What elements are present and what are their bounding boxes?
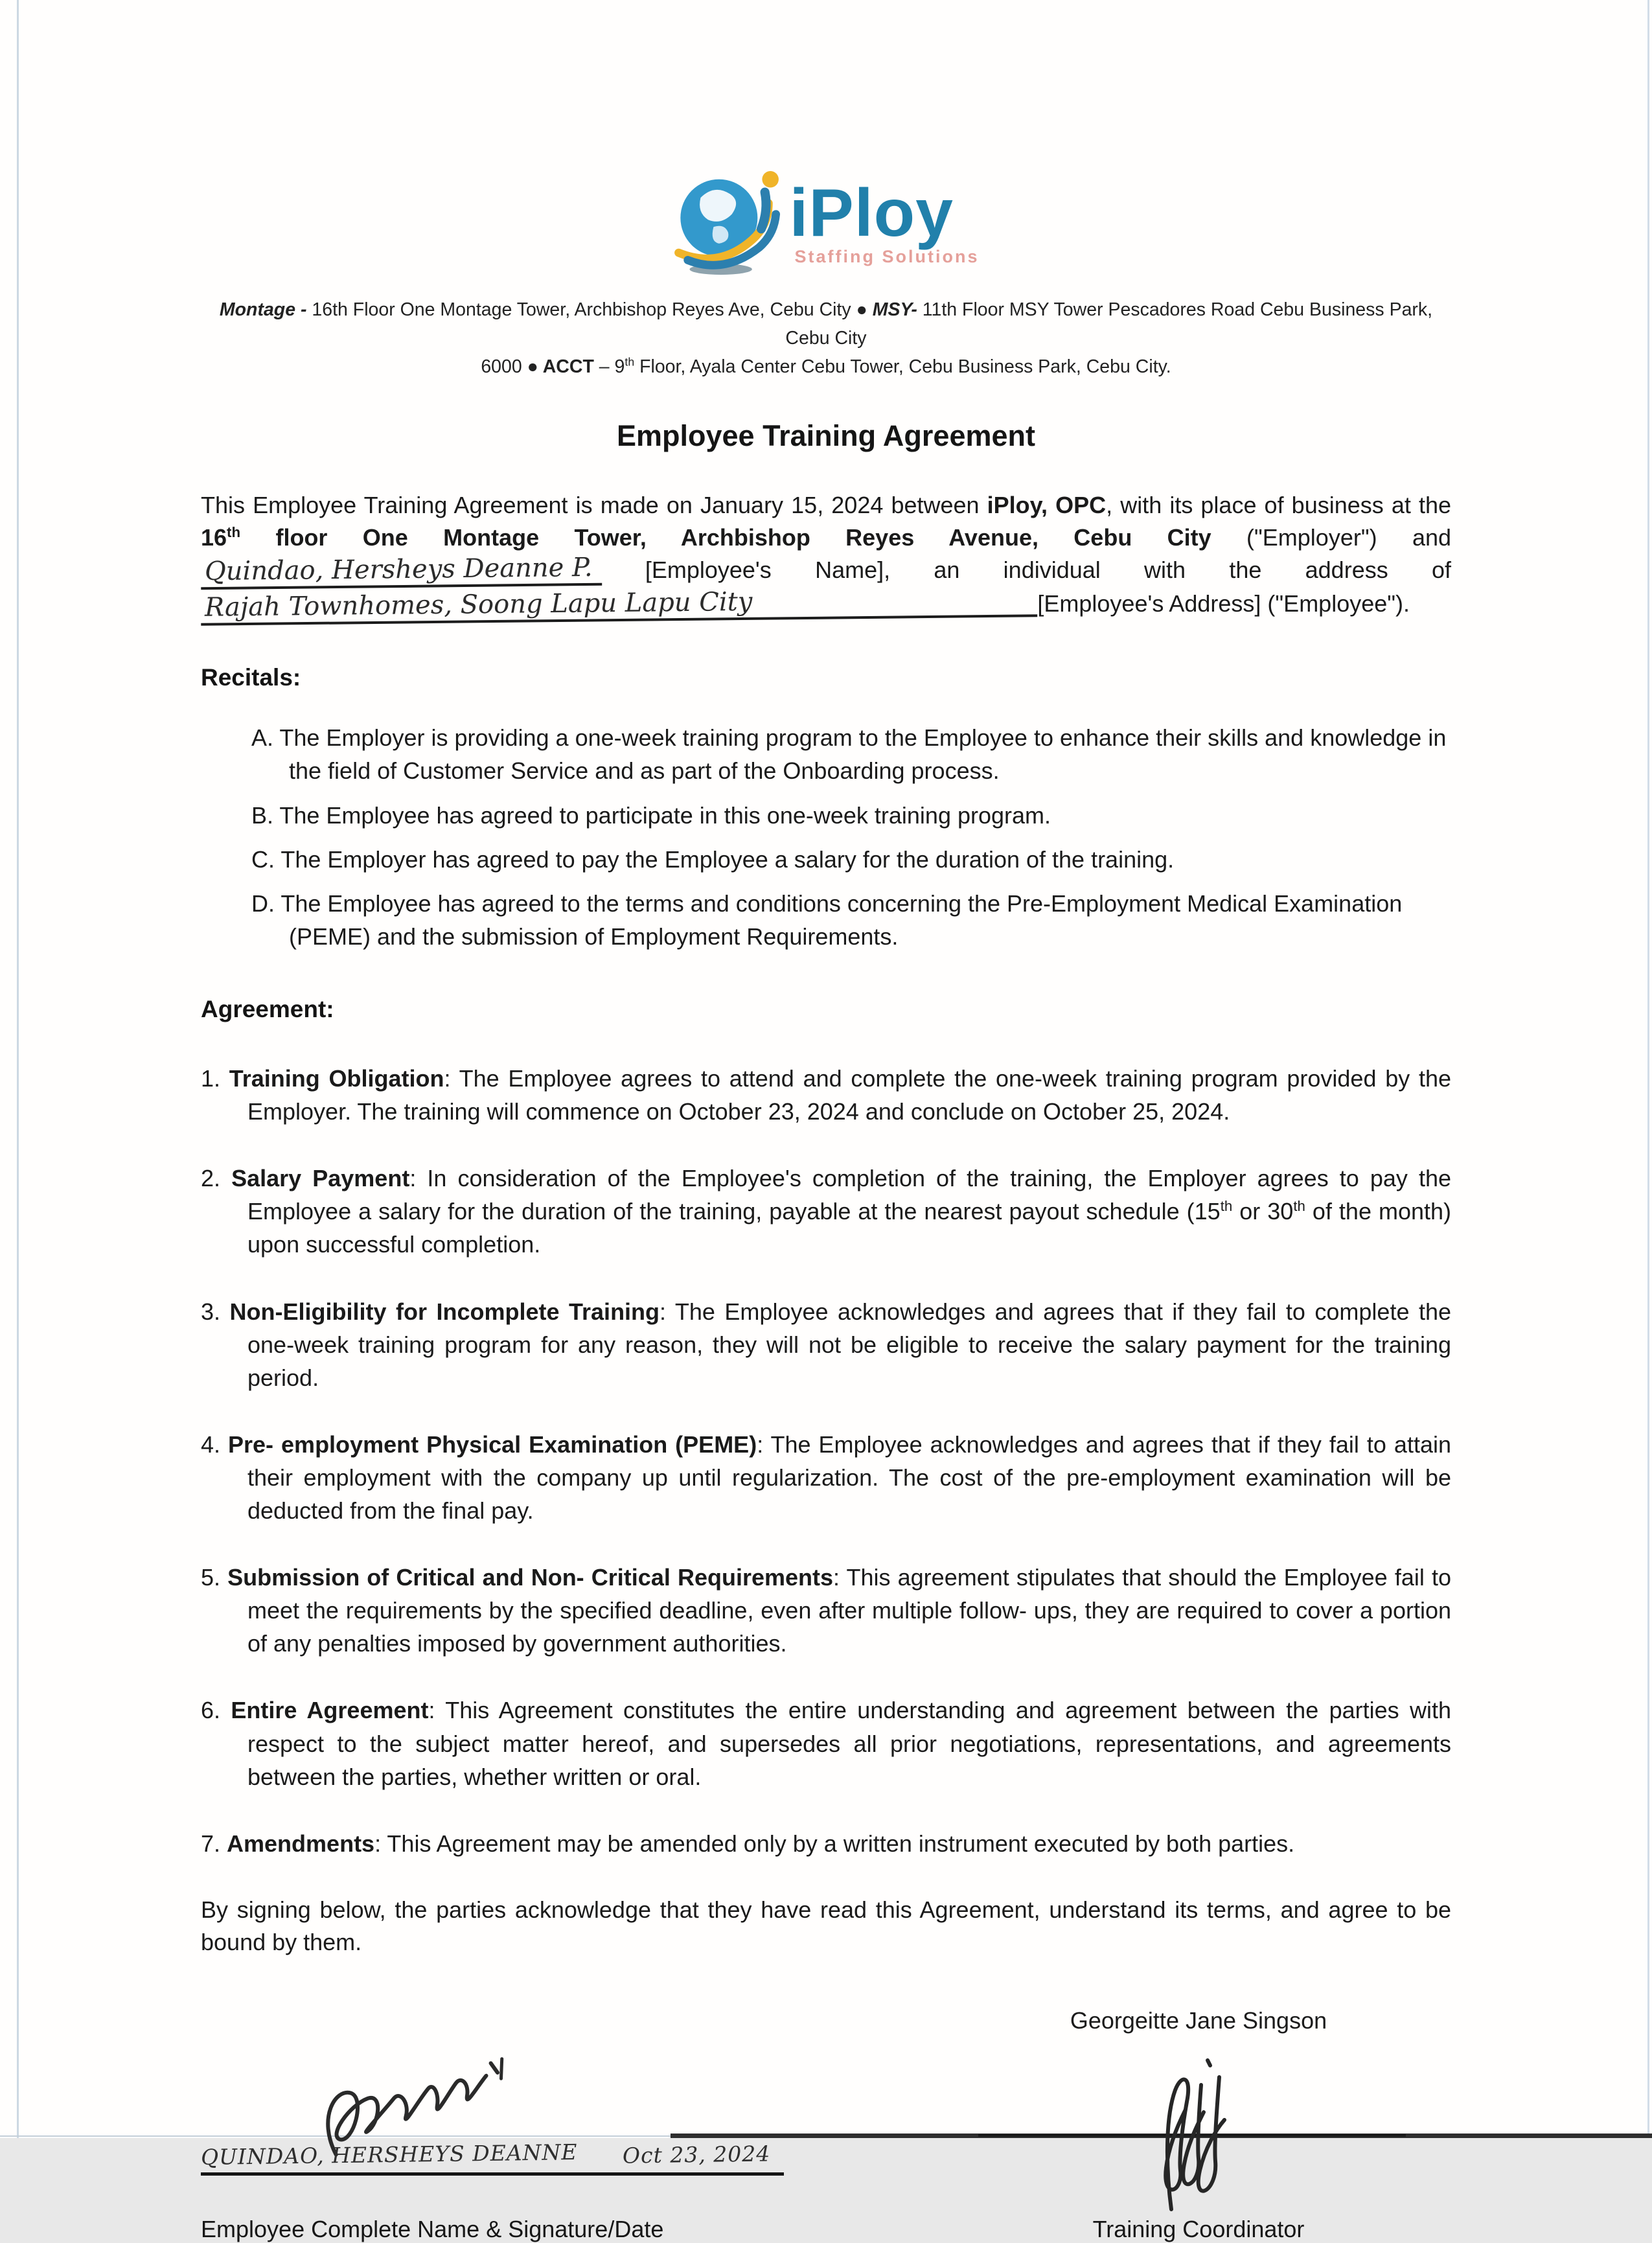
- scan-edge-left: [17, 0, 19, 2138]
- globe-icon: [673, 161, 783, 284]
- recital-item: A. The Employer is providing a one-week training program to the Employee to enhance their skills and knowledge in the field of Customer Service and as part of the Onboarding process.: [251, 724, 1447, 785]
- company-logo: [201, 161, 1451, 284]
- agreement-heading: Agreement:: [201, 995, 334, 1022]
- employee-signature-block: [201, 2064, 836, 2243]
- agreement-list: [201, 1062, 1451, 1860]
- employee-written-name: QUINDAO, HERSHEYS DEANNE: [200, 2139, 578, 2170]
- employee-written-date: Oct 23, 2024: [623, 2141, 771, 2168]
- scan-edge-right: [1647, 0, 1649, 2138]
- agreement-item: 2. Salary Payment: In consideration of the Employee's completion of the training, the Employer agrees to pay the Employee a salary for the duration of the training, payable at the nearest payout schedule (15th or 30th of the month) upon successful completion.: [201, 1165, 1452, 1258]
- company-addresses: [201, 295, 1451, 382]
- bullet-icon: ●: [527, 356, 538, 378]
- coordinator-signature-line: [952, 2058, 1445, 2161]
- coordinator-signature-block: [952, 2007, 1451, 2243]
- coordinator-name: Georgeitte Jane Singson: [1070, 2007, 1327, 2034]
- closing-paragraph: By signing below, the parties acknowledge that they have read this Agreement, understand its terms, and agree to be bound by them.: [201, 1896, 1451, 1956]
- coordinator-signature-image: [1147, 2047, 1250, 2216]
- agreement-item: 6. Entire Agreement: This Agreement constitutes the entire understanding and agreement between the parties with respect to the subject matter hereof, and supersedes all prior negotiations, representations, and agreements between the parties, whether written or oral.: [201, 1697, 1452, 1790]
- bullet-icon: ●: [856, 299, 867, 320]
- agreement-item: 3. Non-Eligibility for Incomplete Training: The Employee acknowledges and agrees that if they fail to complete the one-week training program for any reason, they will not be eligible to receive the salary payment for the training period.: [201, 1298, 1452, 1391]
- employee-name-field: Quindao, Hersheys Deanne P.: [201, 553, 602, 590]
- intro-paragraph: This Employee Training Agreement is made on January 15, 2024 between iPloy, OPC, with its place of business at the 16th floor One Montage Tower, Archbishop Reyes Avenue, Cebu City ("Employer") and Quindao, Hersheys Deanne P. [Employee's Name], an individual with the address of Rajah Townhomes, Soong Lapu Lapu City [Employee's Address] ("Employee").: [201, 489, 1451, 622]
- recitals-list: [201, 721, 1451, 953]
- address-line-1: Montage - 16th Floor One Montage Tower, Archbishop Reyes Ave, Cebu City ● MSY- 11th Floor MSY Tower Pescadores Road Cebu Business Park, Cebu City: [219, 299, 1433, 349]
- signature-section: [201, 2007, 1451, 2243]
- recital-item: B. The Employee has agreed to participate in this one-week training program.: [251, 801, 1051, 829]
- employee-address-field: Rajah Townhomes, Soong Lapu Lapu City: [201, 585, 1038, 627]
- agreement-item: 1. Training Obligation: The Employee agrees to attend and complete the one-week training program provided by the Employer. The training will commence on October 23, 2024 and conclude on October 25, 2024.: [201, 1064, 1451, 1125]
- recital-item: C. The Employer has agreed to pay the Employee a salary for the duration of the training.: [251, 845, 1175, 873]
- brand-name: iPloy: [789, 175, 954, 251]
- recitals-heading: Recitals:: [201, 664, 301, 691]
- page-title: Employee Training Agreement: [617, 419, 1035, 452]
- agreement-item: 4. Pre- employment Physical Examination (PEME): The Employee acknowledges and agrees that if they fail to attain their employment with the company up until regularization. The cost of the pre-employment examination will be deducted from the final pay.: [201, 1431, 1451, 1524]
- brand-tagline: Staffing Solutions: [794, 246, 980, 266]
- agreement-item: 7. Amendments: This Agreement may be amended only by a written instrument executed by both parties.: [201, 1830, 1295, 1857]
- employee-signature-line: [200, 2139, 784, 2176]
- employee-signature-label: Employee Complete Name & Signature/Date: [201, 2215, 664, 2242]
- coordinator-title-label: Training Coordinator: [1092, 2215, 1305, 2242]
- recital-item: D. The Employee has agreed to the terms and conditions concerning the Pre-Employment Medical Examination (PEME) and the submission of Employment Requirements.: [251, 890, 1403, 950]
- address-line-2: 6000 ● ACCT – 9th Floor, Ayala Center Cebu Tower, Cebu Business Park, Cebu City.: [481, 355, 1171, 378]
- agreement-item: 5. Submission of Critical and Non- Critical Requirements: This agreement stipulates that should the Employee fail to meet the requirements by the specified deadline, even after multiple follow- ups, they are required to cover a portion of any penalties imposed by government authorities.: [201, 1564, 1451, 1657]
